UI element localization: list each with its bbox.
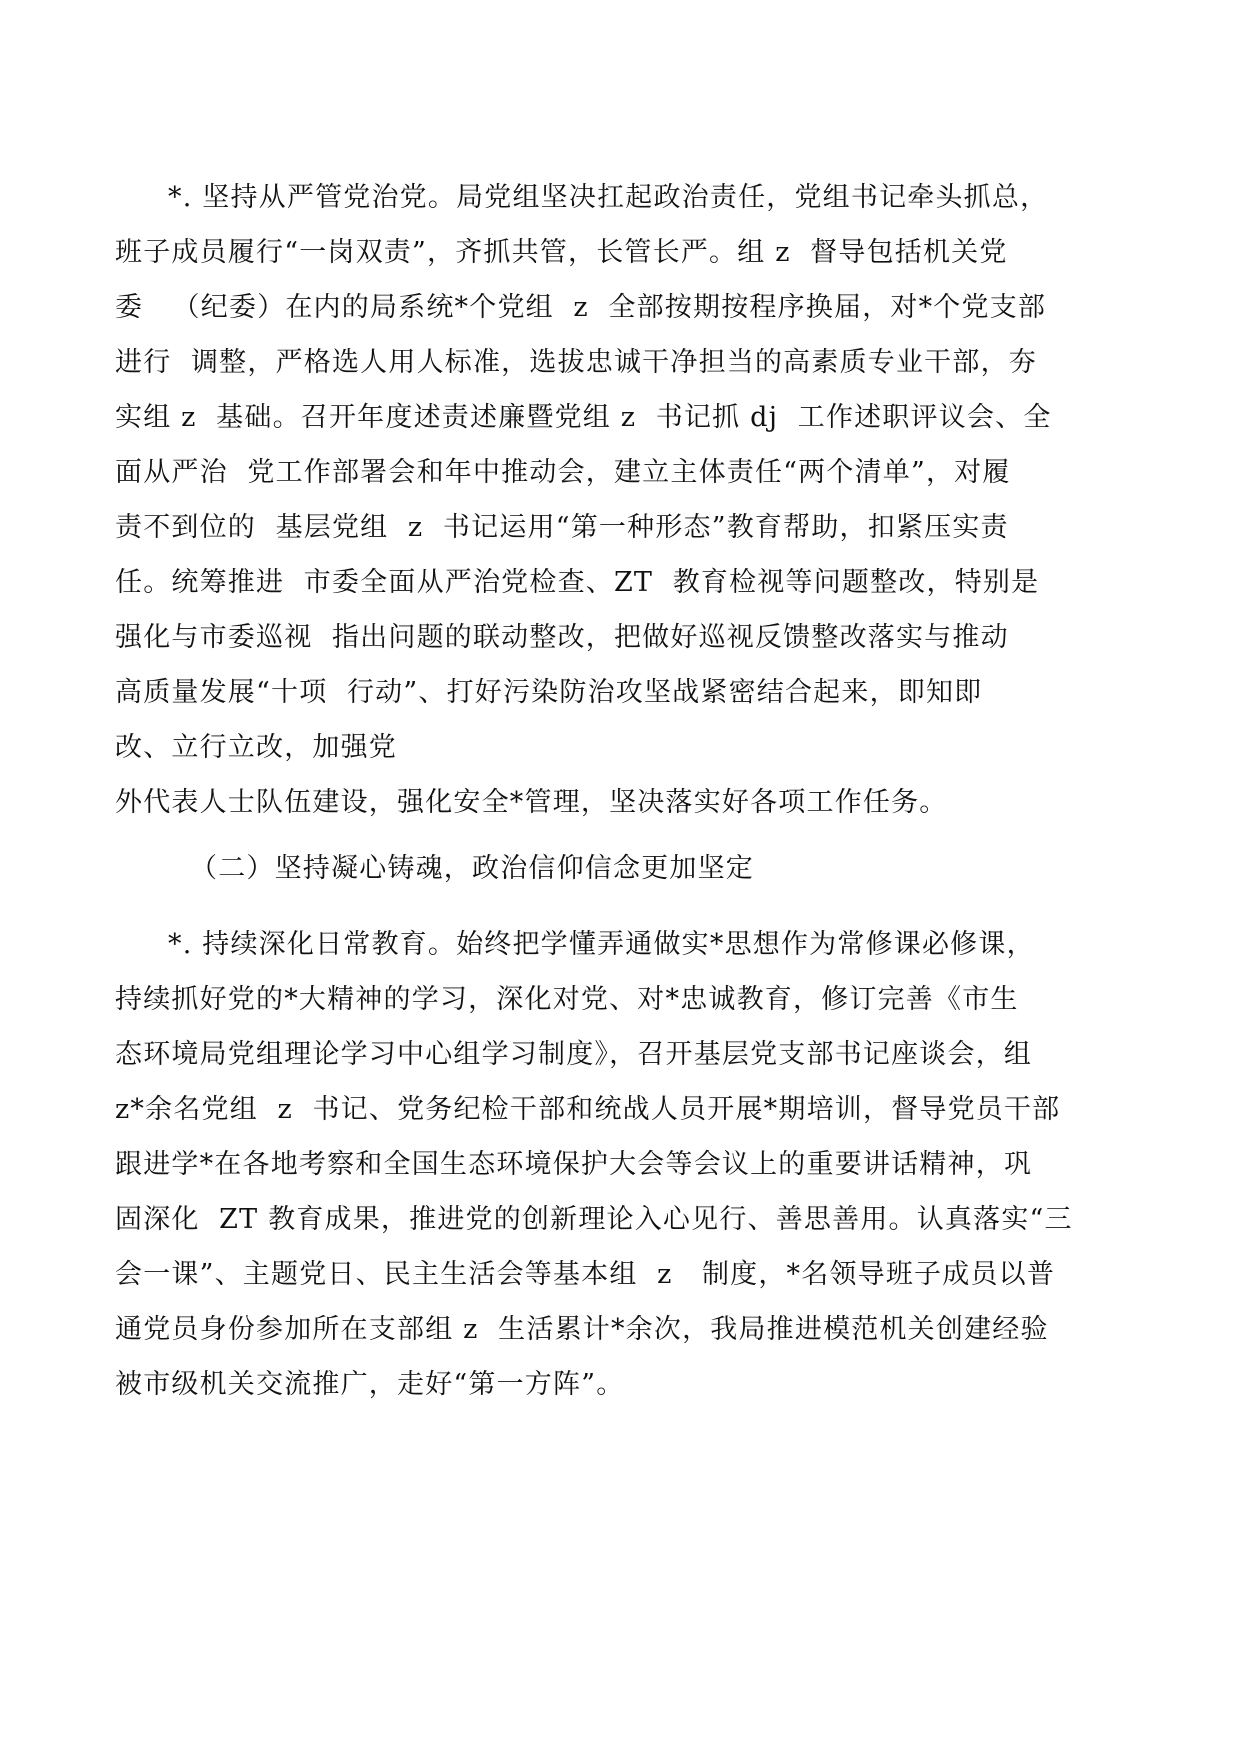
paragraph1-line-5: 实组 z 基础。召开年度述责述廉暨党组 z 书记抓 dj 工作述职评议会、全 <box>115 402 1052 433</box>
section-heading-2: （二）坚持凝心铸魂，政治信仰信念更加坚定 <box>190 853 754 884</box>
paragraph2-line-1: *. 持续深化日常教育。始终把学懂弄通做实*思想作为常修课必修课， <box>168 929 1035 960</box>
paragraph2-line-3: 态环境局党组理论学习中心组学习制度》，召开基层党支部书记座谈会，组 <box>115 1039 1033 1070</box>
paragraph2-line-4: z*余名党组 z 书记、党务纪检干部和统战人员开展*期培训，督导党员干部 <box>115 1094 1061 1125</box>
paragraph1-line-11: 改、立行立改，加强党 <box>115 732 397 763</box>
paragraph2-line-5: 跟进学*在各地考察和全国生态环境保护大会等会议上的重要讲话精神，巩 <box>115 1149 1033 1180</box>
paragraph2-line-7: 会一课”、主题党日、民主生活会等基本组 z 制度，*名领导班子成员以普 <box>115 1259 1056 1290</box>
paragraph1-line-4: 进行 调整，严格选人用人标准，选拔忠诚干净担当的高素质专业干部，夯 <box>115 347 1037 378</box>
paragraph2-line-9: 被市级机关交流推广，走好“第一方阵”。 <box>115 1369 625 1400</box>
paragraph1-line-12: 外代表人士队伍建设，强化安全*管理，坚决落实好各项工作任务。 <box>115 787 948 818</box>
paragraph1-line-8: 任。统筹推进 市委全面从严治党检查、ZT 教育检视等问题整改，特别是 <box>115 567 1040 598</box>
paragraph2-line-2: 持续抓好党的*大精神的学习，深化对党、对*忠诚教育，修订完善《市生 <box>115 984 1019 1015</box>
paragraph2-line-8: 通党员身份参加所在支部组 z 生活累计*余次，我局推进模范机关创建经验 <box>115 1314 1049 1345</box>
paragraph1-line-10: 高质量发展“十项 行动”、打好污染防治攻坚战紧密结合起来，即知即 <box>115 677 983 708</box>
paragraph1-line-7: 责不到位的 基层党组 z 书记运用“第一种形态”教育帮助，扣紧压实责 <box>115 512 1009 543</box>
paragraph1-line-3: 委 （纪委）在内的局系统*个党组 z 全部按期按程序换届，对*个党支部 <box>115 292 1047 323</box>
paragraph1-line-6: 面从严治 党工作部署会和年中推动会，建立主体责任“两个清单”，对履 <box>115 457 1011 488</box>
paragraph1-line-1: *. 坚持从严管党治党。局党组坚决扛起政治责任，党组书记牵头抓总， <box>168 182 1049 213</box>
paragraph2-line-6: 固深化 ZT 教育成果，推进党的创新理论入心见行、善思善用。认真落实“三 <box>115 1204 1073 1235</box>
paragraph1-line-9: 强化与市委巡视 指出问题的联动整改，把做好巡视反馈整改落实与推动 <box>115 622 1009 653</box>
paragraph1-line-2: 班子成员履行“一岗双责”，齐抓共管，长管长严。组 z 督导包括机关党 <box>115 237 1008 268</box>
